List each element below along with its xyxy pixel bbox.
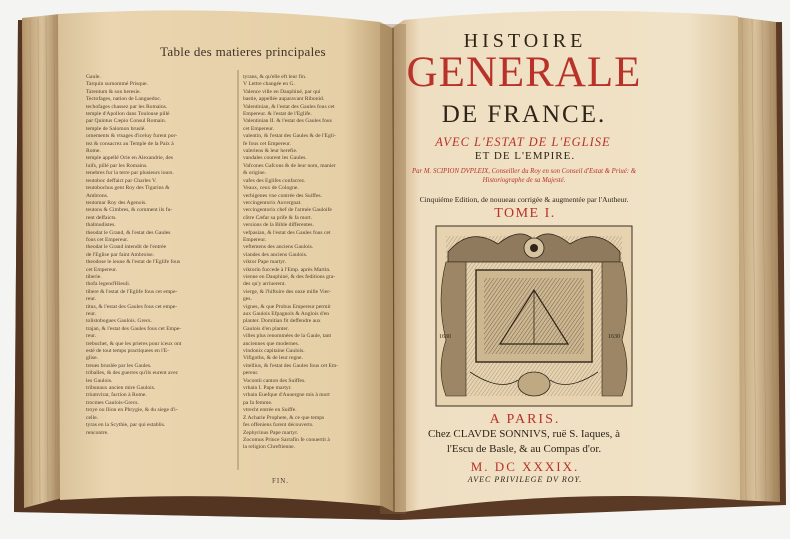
index-entry: planter. Domitian fit deffendre aux <box>243 318 321 325</box>
index-entry: vignes, & que Probus Empereur permit <box>243 303 331 310</box>
index-entry: vierge, & l'hiftoire des onze mille Vier- <box>243 288 331 295</box>
title-de-france: DE FRANCE. <box>441 101 607 128</box>
index-entry: bastie, appellée auparavant Ribonid. <box>243 96 325 103</box>
index-entry: triumvirat, faction à Rome. <box>86 392 147 399</box>
index-entry: viktorin fuccede à l'Emp. après Martin. <box>243 266 331 273</box>
index-entry: Zocomus Prince Sarrafin fe conuertit à <box>243 436 330 443</box>
index-entry: teutons & Cimbres, & comment ils fu- <box>86 207 173 214</box>
engraving-frontispiece <box>436 226 632 406</box>
index-entry: Vocontii canton des Suiffes. <box>243 377 306 384</box>
index-entry: par Quintus Cæpio Consul Romain. <box>86 118 167 125</box>
index-entry: vitellius, & l'estat des Gaules fous cet Em- <box>243 362 339 369</box>
publication-date: M. DC XXXIX. <box>470 459 580 474</box>
left-page-edges <box>22 14 62 508</box>
index-entry: teutobochus gent Roy des Tigurins & <box>86 185 170 192</box>
index-entry: pa fa femme. <box>243 399 273 406</box>
index-entry: tyras en la Scythie, par qui establis. <box>86 422 166 429</box>
index-entry: cõtre Cæfar sa prife & fa mort. <box>243 214 313 221</box>
index-entry: Tectofages, nation de Languedoc. <box>86 96 162 103</box>
index-entry: trajan, & l'estat des Gaules fous cet Empe- <box>86 325 182 332</box>
index-entry: vienne en Dauphiné, & des feditions gra- <box>243 273 336 280</box>
index-entry: theodose le ieune & l'estat de l'Eglife fous <box>86 259 181 266</box>
index-entry: Valence ville en Dauphiné, par qui <box>243 88 321 95</box>
index-entry: reur. <box>86 311 97 317</box>
index-entry: rencontre. <box>86 429 109 436</box>
index-entry: tyrans, & qu'elle eft leur fin. <box>243 74 307 80</box>
index-entry: Valentinian II. & l'estat des Gaules fous <box>243 118 332 125</box>
index-entry: esté de tout temps practiquees en l'E- <box>86 348 170 355</box>
index-entry: veftemens des anciens Gaulois. <box>243 244 314 251</box>
index-entry: des qu'y arriuerent. <box>243 281 286 288</box>
index-entry: tribunaux ancien mire Gaulois. <box>86 385 156 392</box>
index-entry: temple appellé Orie en Alexandrie, des <box>86 155 173 162</box>
index-entry: theodat le Grand, & l'estat des Gaules <box>86 229 171 236</box>
index-entry: verbigenes vne contrée des Suiffes. <box>243 192 322 199</box>
index-entry: trocmes Gaulois-Grecs. <box>86 399 139 406</box>
index-entry: anciennes que modernes. <box>243 340 300 347</box>
fin-label: FIN. <box>272 477 290 485</box>
index-entry: celle. <box>86 414 98 421</box>
index-entry: Gaule. <box>86 74 101 80</box>
index-entry: Valentinian, & l'estat des Gaules fous cet <box>243 103 335 110</box>
index-entry: techofages chassez par les Romains. <box>86 103 168 110</box>
index-entry: tenebres fur la terre par plusieurs iours. <box>86 170 174 177</box>
index-entry: Ambrons. <box>86 192 109 199</box>
index-entry: rent deffaicts. <box>86 214 117 221</box>
engraving-year-right: 1630 <box>608 334 620 340</box>
index-entry: vrbain I. Pape martyr. <box>243 385 292 392</box>
index-entry: tez & consacrez au Temple de la Paix à <box>86 140 174 147</box>
index-entry: Veaux, ceux de Cologne. <box>243 185 299 192</box>
index-entry: tolistobogues Gaulois. Grecs. <box>86 318 152 325</box>
index-entry: treues bruslée par les Gaules. <box>86 362 152 369</box>
index-title: Table des matieres principales <box>160 44 326 59</box>
index-entry: viandes des anciens Gaulois. <box>243 251 308 258</box>
index-entry: glise. <box>86 355 98 362</box>
index-entry: & origine. <box>243 170 266 177</box>
index-entry: Zephyrinus Pape martyr. <box>243 429 299 436</box>
index-entry: theodat le Grand intendit de l'entrée <box>86 244 167 251</box>
index-entry: tibere & l'estat de l'Eglife fous cet empe- <box>86 288 178 295</box>
title-generale: GENERALE <box>406 49 642 96</box>
place-paris: A PARIS. <box>489 412 561 427</box>
index-column-a <box>86 74 231 464</box>
privilege-line: AVEC PRIVILEGE DV ROY. <box>467 475 583 484</box>
index-entry: fe fous cet Empereur. <box>243 140 291 147</box>
index-entry: les Gaulois. <box>86 377 113 384</box>
index-entry: teutoboc deffaict par Charles V. <box>86 177 157 184</box>
index-entry: la religion Chreftienne. <box>243 444 296 451</box>
publisher-line-1: Chez CLAVDE SONNIVS, ruë S. Iaques, à <box>428 428 620 440</box>
index-entry: ornements & vtsages d'iceluy furent por- <box>86 133 178 140</box>
index-entry: tiberie. <box>86 273 102 280</box>
index-entry: temple de Salomon bruslé. <box>86 125 146 132</box>
index-entry: de l'Eglise par faint Ambroise. <box>86 251 154 258</box>
index-entry: reur. <box>86 296 97 303</box>
index-entry: thofa legend'Hieuli. <box>86 281 131 288</box>
index-entry: vefpasian, & l'estat des Gaules fous cet <box>243 229 331 236</box>
index-entry: fes offeniens furent découverts. <box>243 422 314 429</box>
index-column-b <box>243 74 371 464</box>
index-entry: teutomar Roy des Agenois. <box>86 199 147 206</box>
publisher-line-2: l'Escu de Basle, & au Compas d'or. <box>446 443 602 455</box>
author-line: Par M. SCIPION DVPLEIX, Conseiller du Roy en son Conseil d'Estat & Priué: & Historiographe de sa Majesté. <box>411 168 637 184</box>
index-entry: temple d'Apollon dans Toulouse pillé <box>86 111 170 118</box>
index-entry: thalmudistes. <box>86 222 116 229</box>
index-entry: cet Empereur. <box>243 125 275 132</box>
index-entry: viktor Pape martyr. <box>243 259 287 266</box>
index-entry: Gaulois d'en planter. <box>243 325 289 332</box>
index-entry: vafes des Eglifes confacrez. <box>243 177 306 184</box>
index-entry: luifs, pillé par les Romains. <box>86 162 148 169</box>
index-entry: trebuchet, & que les prieres pour iceux ont <box>86 340 182 347</box>
index-entry: troye ou Ilion en Phrygie, & du siege d'i- <box>86 407 178 414</box>
index-entry: vandales courent les Gaules. <box>243 155 307 162</box>
index-entry: aux Gaulois Efpagnols & Anglois d'en <box>243 311 329 317</box>
index-entry: vindonix capitaine Gaulois. <box>243 348 305 355</box>
index-entry: valeriens & leur herefie. <box>243 148 298 155</box>
index-entry: vtrecht entrée en Suiffe. <box>243 407 297 414</box>
index-entry: Tarquin surnommé Prisque. <box>86 81 148 88</box>
title-estat-eglise: AVEC L'ESTAT DE L'EGLISE <box>435 135 611 149</box>
index-entry: Vifigoths, & de leur regne. <box>243 355 303 362</box>
index-entry: villes plus renommées de la Gaule, tant <box>243 333 332 340</box>
index-entry: pereur. <box>243 370 259 377</box>
index-entry: triballes, & des guerres qu'ils eurent avec <box>86 370 179 377</box>
title-histoire: HISTOIRE <box>463 30 587 52</box>
index-entry: fous cet Empereur. <box>86 236 129 243</box>
index-entry: reur. <box>86 333 97 340</box>
index-entry: Z Acharie Prophete, & ce que temps <box>243 414 325 421</box>
index-entry: cet Empereur. <box>86 266 118 273</box>
tome-label: TOME I. <box>494 206 556 221</box>
index-entry: Empereur. <box>243 236 267 243</box>
index-entry: titus, & l'estat des Gaules fous cet empe- <box>86 303 178 310</box>
index-entry: V Lettre changée en G. <box>243 81 295 88</box>
index-entry: versions de la Bible differentes. <box>243 222 314 229</box>
title-empire: ET DE L'EMPIRE. <box>474 150 576 162</box>
index-entry: ges. <box>243 296 252 303</box>
index-entry: Rome. <box>86 148 101 155</box>
index-entry: vercingentorix chef de l'armée Gauloife <box>243 207 332 214</box>
index-entry: vercingentorix Auvergnat. <box>243 199 302 206</box>
index-entry: vrbain Euefque d'Auuergne mis à mort <box>243 392 330 399</box>
index-entry: Vafcones Gafcons & de leur nom, manier <box>243 162 336 169</box>
index-entry: Empereur. & l'estat de l'Eglife. <box>243 111 312 118</box>
engraving-year-left: 1630 <box>439 334 451 340</box>
index-entry: Tarentum & son heresie. <box>86 88 141 95</box>
edition-line: Cinquiéme Edition, de nouueau corrigée & augmentée par l'Autheur. <box>419 195 629 204</box>
index-entry: valentin, & l'estat des Gaules & de l'Egli- <box>243 133 336 140</box>
